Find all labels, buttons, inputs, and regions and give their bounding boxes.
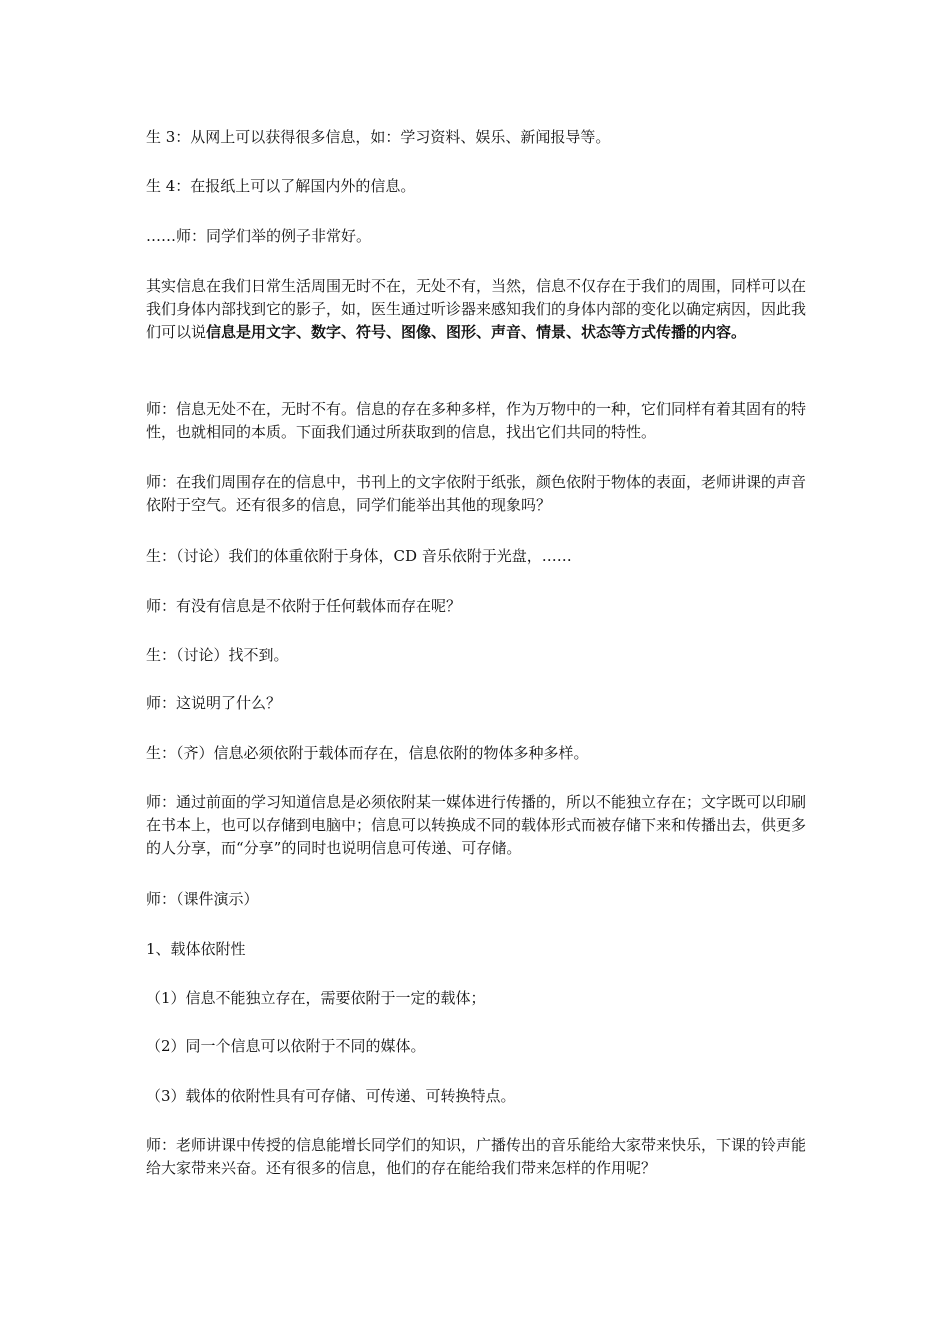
paragraph-teacher-explanation: 师：通过前面的学习知道信息是必须依附某一媒体进行传播的，所以不能独立存在；文字既可以印刷在书本上，也可以存储到电脑中；信息可以转换成不同的载体形式而被存储下来和传播出去，供更多的人分享，而“分享”的同时也说明信息可传递、可存储。 — [146, 793, 807, 857]
list-item-2: （2）同一个信息可以依附于不同的媒体。 — [146, 1037, 426, 1055]
section-heading-carrier-dependency: 1、载体依附性 — [146, 940, 246, 958]
information-definition-bold: 信息是用文字、数字、符号、图像、图形、声音、情景、状态等方式传播的内容。 — [206, 323, 747, 341]
list-item-1: （1）信息不能独立存在，需要依附于一定的载体； — [146, 989, 486, 1007]
paragraph-student-discussion-1: 生：（讨论）我们的体重依附于身体，CD 音乐依附于光盘，…… — [146, 547, 572, 565]
paragraph-teacher-characteristics: 师：信息无处不在，无时不有。信息的存在多种多样，作为万物中的一种，它们同样有着其固有的特性，也就相同的本质。下面我们通过所获取到的信息，找出它们共同的特性。 — [146, 400, 807, 441]
paragraph-student-answer: 生：（齐）信息必须依附于载体而存在，信息依附的物体多种多样。 — [146, 744, 589, 762]
paragraph-teacher-function-question: 师：老师讲课中传授的信息能增长同学们的知识，广播传出的音乐能给大家带来快乐，下课的铃声能给大家带来兴奋。还有很多的信息，他们的存在能给我们带来怎样的作用呢？ — [146, 1136, 807, 1177]
paragraph-student-4: 生 4：在报纸上可以了解国内外的信息。 — [146, 177, 416, 195]
list-item-3: （3）载体的依附性具有可存储、可传递、可转换特点。 — [146, 1087, 516, 1105]
paragraph-student-discussion-2: 生：（讨论）找不到。 — [146, 646, 289, 664]
paragraph-teacher-carrier-examples: 师：在我们周围存在的信息中，书刊上的文字依附于纸张，颜色依附于物体的表面，老师讲课的声音依附于空气。还有很多的信息，同学们能举出其他的现象吗？ — [146, 473, 807, 514]
paragraph-student-3: 生 3：从网上可以获得很多信息，如：学习资料、娱乐、新闻报导等。 — [146, 128, 611, 146]
paragraph-information-definition — [146, 275, 811, 344]
paragraph-teacher-demo: 师：（课件演示） — [146, 890, 259, 908]
paragraph-teacher-question-2: 师：这说明了什么？ — [146, 694, 282, 712]
paragraph-teacher-question-1: 师：有没有信息是不依附于任何载体而存在呢？ — [146, 597, 462, 615]
paragraph-information-definition-text: 其实信息在我们日常生活周围无时不在，无处不有，当然，信息不仅存在于我们的周围，同样可以在我们身体内部找到它的影子，如，医生通过听诊器来感知我们的身体内部的变化以确定病因，因此我们可以说 — [146, 277, 807, 341]
paragraph-teacher-praise: ……师：同学们举的例子非常好。 — [146, 227, 372, 245]
